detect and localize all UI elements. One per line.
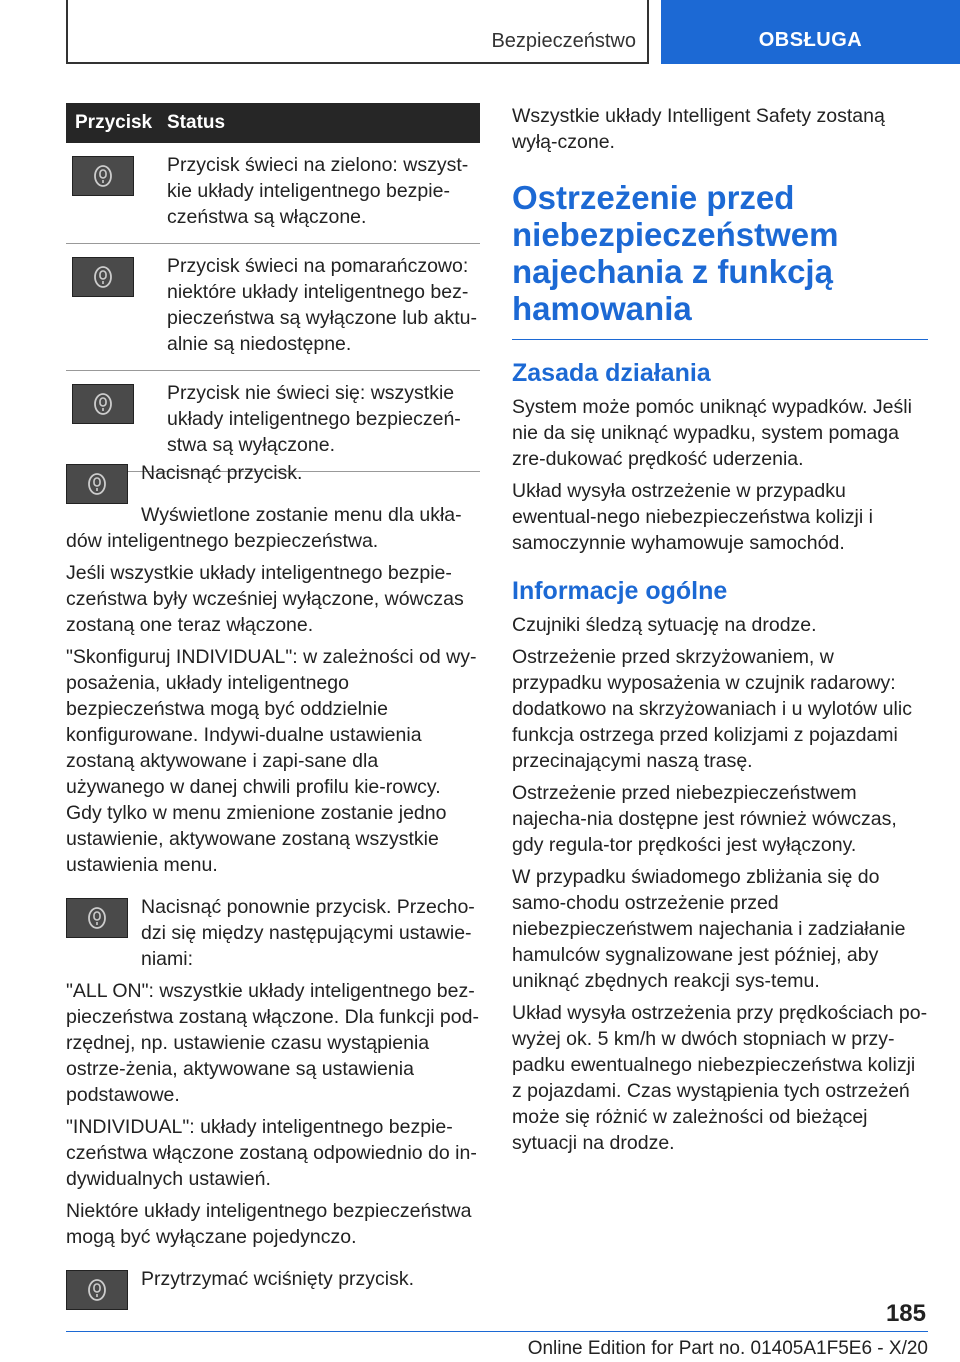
- left-column-text: [66, 460, 480, 1310]
- header-tab-obsluga[interactable]: OBSŁUGA: [661, 0, 960, 64]
- header-divider-right: [647, 0, 649, 64]
- paragraph: "ALL ON": wszystkie układy inteligentnego bez-pieczeństwa zostaną włączone. Dla funkcji pod-rzędnej, np. ustawienie czasu wystąpienia ostrze-żenia, aktywowane są ustawienia podstawowe.: [66, 980, 479, 1106]
- instruction-hold-button: [66, 1266, 480, 1310]
- intelligent-safety-button-icon: [72, 156, 134, 196]
- instruction-text: Przytrzymać wciśnięty przycisk.: [141, 1268, 415, 1290]
- table-row: [66, 143, 480, 244]
- intelligent-safety-button-icon: [66, 898, 128, 938]
- footer-rule: [66, 1331, 928, 1332]
- section-heading: Ostrzeżenie przed niebezpieczeństwem najechania z funkcją hamowania: [512, 179, 928, 340]
- table-row: [66, 244, 480, 371]
- instruction-text: Nacisnąć przycisk.: [141, 462, 303, 484]
- paragraph: Układ wysyła ostrzeżenie w przypadku ewentual-nego niebezpieczeństwa kolizji i samoczynnie wyhamowuje samochód.: [512, 480, 873, 554]
- paragraph: System może pomóc uniknąć wypadków. Jeśli nie da się uniknąć wypadku, system pomaga zre-dukować prędkość uderzenia.: [512, 396, 912, 470]
- table-header: [66, 103, 480, 143]
- paragraph: "Skonfiguruj INDIVIDUAL": w zależności od wy-posażenia, układy inteligentnego bezpieczeństwa mogą być oddzielnie konfigurowane. Indywi-dualne ustawienia zostaną aktywowane i zapi-sane dla używanego w danej chwili profilu kie-rowcy. Gdy tylko w menu zmienione zostanie jedno ustawienie, aktywowane zostaną wszystkie ustawienia menu.: [66, 646, 477, 876]
- table-row: [66, 371, 480, 472]
- table-cell-status: Przycisk świeci na pomarańczowo: niektóre układy inteligentnego bez-pieczeństwa są wyłączone lub aktu-alnie są niedostępne.: [167, 255, 477, 355]
- instruction-press-again: [66, 894, 480, 978]
- paragraph: Jeśli wszystkie układy inteligentnego bezpie-czeństwa były wcześniej wyłączone, wówczas zostaną one teraz włączone.: [66, 562, 464, 636]
- intelligent-safety-button-icon: [72, 384, 134, 424]
- paragraph: Niektóre układy inteligentnego bezpieczeństwa mogą być wyłączane pojedynczo.: [66, 1200, 472, 1248]
- page-number: 185: [885, 1300, 926, 1327]
- paragraph: Ostrzeżenie przed skrzyżowaniem, w przypadku wyposażenia w czujnik radarowy: dodatkowo na skrzyżowaniach i u wylotów ulic funkcja ostrzega przed kolizjami z pojazdami przecinającymi naszą trasę.: [512, 646, 912, 772]
- paragraph: Wszystkie układy Intelligent Safety zostaną wyłą-czone.: [512, 105, 885, 153]
- table-cell-status: Przycisk świeci na zielono: wszyst-kie układy inteligentnego bezpie-czeństwa są włączone.: [167, 154, 469, 228]
- table-header-col-button: Przycisk: [75, 112, 153, 133]
- subsection-heading: Informacje ogólne: [512, 577, 728, 605]
- instruction-text: Nacisnąć ponownie przycisk. Przecho-dzi się między następującymi ustawie-niami:: [141, 896, 475, 970]
- table-header-col-status: Status: [167, 112, 226, 133]
- right-column-text: [512, 103, 928, 1162]
- paragraph: Czujniki śledzą sytuację na drodze.: [512, 614, 817, 636]
- header-section-title: Bezpieczeństwo: [491, 30, 636, 52]
- intelligent-safety-button-icon: [66, 464, 128, 504]
- paragraph: Wyświetlone zostanie menu dla ukła-dów inteligentnego bezpieczeństwa.: [66, 504, 462, 552]
- table-cell-status: Przycisk nie świeci się: wszystkie układy inteligentnego bezpieczeń-stwa są wyłączone.: [167, 382, 461, 456]
- paragraph: W przypadku świadomego zbliżania się do samo-chodu ostrzeżenie przed niebezpieczeństwem najechania i zadziałanie hamulców sygnalizowane jest później, aby uniknąć zbędnych reakcji sys-temu.: [512, 866, 906, 992]
- button-status-table: [66, 103, 480, 472]
- paragraph: "INDIVIDUAL": układy inteligentnego bezpie-czeństwa włączone zostaną odpowiednio do in-dywidualnych ustawień.: [66, 1116, 477, 1190]
- intelligent-safety-button-icon: [66, 1270, 128, 1310]
- intelligent-safety-button-icon: [72, 257, 134, 297]
- paragraph: Ostrzeżenie przed niebezpieczeństwem najecha-nia dostępne jest również wówczas, gdy regula-tor prędkości jest wyłączony.: [512, 782, 897, 856]
- instruction-press-button: [66, 460, 480, 504]
- paragraph: Układ wysyła ostrzeżenia przy prędkościach po-wyżej ok. 5 km/h w dwóch stopniach w przy-padku ewentualnego niebezpieczeństwa kolizji z pojazdami. Czas wystąpienia tych ostrzeżeń może się różnić w zależności od bieżącej sytuacji na drodze.: [512, 1002, 928, 1154]
- header-rule: [66, 62, 648, 64]
- subsection-heading: Zasada działania: [512, 359, 711, 387]
- footer-edition: Online Edition for Part no. 01405A1F5E6 - X/20: [527, 1338, 928, 1359]
